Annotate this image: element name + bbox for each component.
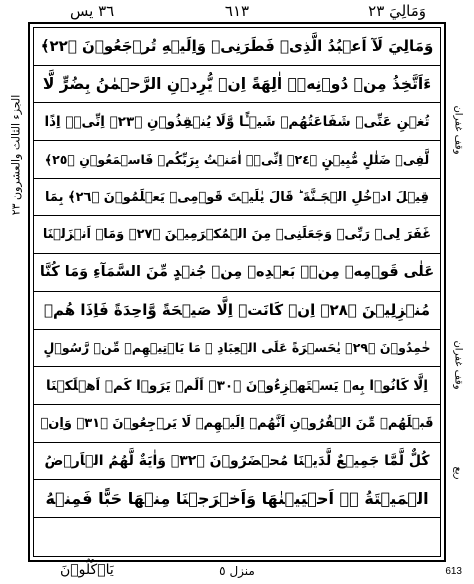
right-margin-note-top (448, 40, 468, 220)
waqf-note-mid: وقف غفران (452, 340, 464, 390)
line-text: خٰمِدُوۡنَ ﴿٢٩﴾ يٰحَسۡرَةً عَلَى الۡعِبَادِ‌ ۚ مَا يَاۡتِيۡهِمۡ مِّنۡ رَّسُوۡلٍ (43, 340, 431, 356)
line-text: مُنۡزِلِيۡنَ ﴿٢٨﴾ اِنۡ كَانَتۡ اِلَّا صَيۡحَةً وَّاحِدَةً فَاِذَا هُمۡ (44, 301, 431, 320)
line-text: كُلٌّ لَّمَّا جَمِيۡعٌ لَّدَيۡنَا مُحۡضَرُوۡنَ ﴿٣٢﴾ وَاٰيَةٌ لَّهُمُ الۡاَرۡضُ (44, 452, 430, 469)
page-number-arabic: ٦١٣ (224, 2, 250, 20)
catchword: يَاۡكُلُوۡنَ (60, 562, 114, 578)
juz-marker-text: الجزء الثالث والعشرون ٢٣ (9, 94, 23, 216)
text-line (34, 179, 440, 217)
rub-marker: ربع (452, 466, 464, 480)
line-text: الۡمَيۡتَةُ ‌ۖۚ اَحۡيَيۡنٰهَا وَاَخۡرَجۡنَا مِنۡهَا حَبًّا فَمِنۡهُ (45, 489, 429, 509)
line-text: تُغۡنِ عَنِّىۡ شَفَاعَتُهُمۡ شَيۡـًٔا وَّلَا يُنۡقِذُوۡنِ ﴿٢٣﴾ اِنِّىۡۤ اِذًا (44, 113, 430, 130)
text-line (34, 254, 440, 292)
line-text: ءَاَتَّخِذُ مِنۡ دُوۡنِهٖۤ اٰلِهَةً اِنۡ يُّرِدۡنِ الرَّحۡمٰنُ بِضُرٍّ لَّا (42, 75, 432, 94)
text-line (34, 518, 440, 556)
text-line (34, 443, 440, 481)
text-line (34, 216, 440, 254)
text-line (34, 405, 440, 443)
line-text: وَمَالِيَ لَآ اَعۡبُدُ الَّذِىۡ فَطَرَنِىۡ وَاِلَيۡهِ تُرۡجَعُوۡنَ ﴿٢٢﴾ (40, 37, 434, 56)
right-margin-note-bottom (448, 448, 468, 498)
left-margin-note (6, 70, 26, 240)
line-text: قِيۡلَ ادۡخُلِ الۡجَـنَّةَ‌ ؕ قَالَ يٰلَيۡتَ قَوۡمِىۡ يَعۡلَمُوۡنَ ﴿٢٦﴾ بِمَا (44, 189, 430, 205)
juz-name-header: وَمَالِيَ ٢٣ (368, 2, 426, 20)
right-margin-note-mid (448, 320, 468, 410)
line-text: لَّفِىۡ ضَلٰلٍ مُّبِيۡنٍ ﴿٢٤﴾ اِنِّىۡۤ اٰمَنۡتُ بِرَبِّكُمۡ فَاسۡمَعُوۡنِ ﴿٢٥﴾ (44, 151, 430, 167)
text-line (34, 66, 440, 104)
text-line (34, 480, 440, 518)
line-text: اِلَّا كَانُوۡا بِهٖ يَسۡتَهۡزِءُوۡنَ ﴿٣٠﴾ اَلَمۡ يَرَوۡا كَمۡ اَهۡلَكۡنَا (46, 377, 428, 394)
page-footer (0, 562, 474, 584)
text-line (34, 330, 440, 368)
surah-name-header: ٣٦ يس (70, 2, 115, 20)
line-text: غَفَرَ لِىۡ رَبِّىۡ وَجَعَلَنِىۡ مِنَ الۡمُكۡرَمِيۡنَ ﴿٢٧﴾ وَمَاۤ اَنۡزَلۡنَا (42, 227, 432, 243)
line-text: قَبۡلَهُمۡ مِّنَ الۡقُرُوۡنِ اَنَّهُمۡ اِلَيۡهِمۡ لَا يَرۡجِعُوۡنَ ﴿٣١﴾ وَاِنۡ (40, 415, 434, 431)
line-text: عَلٰى قَوۡمِهٖ مِنۡۢ بَعۡدِهٖ مِنۡ جُنۡدٍ مِّنَ السَّمَآءِ وَمَا كُنَّا (39, 264, 435, 281)
text-line (34, 367, 440, 405)
page-header (30, 2, 444, 24)
text-line (34, 28, 440, 66)
text-line (34, 103, 440, 141)
page-number: 613 (445, 566, 462, 577)
text-lines (34, 28, 440, 556)
manzil-label: منزل ٥ (219, 564, 255, 578)
text-line (34, 292, 440, 330)
text-line (34, 141, 440, 179)
waqf-note-top: وقف غفران (452, 105, 464, 155)
